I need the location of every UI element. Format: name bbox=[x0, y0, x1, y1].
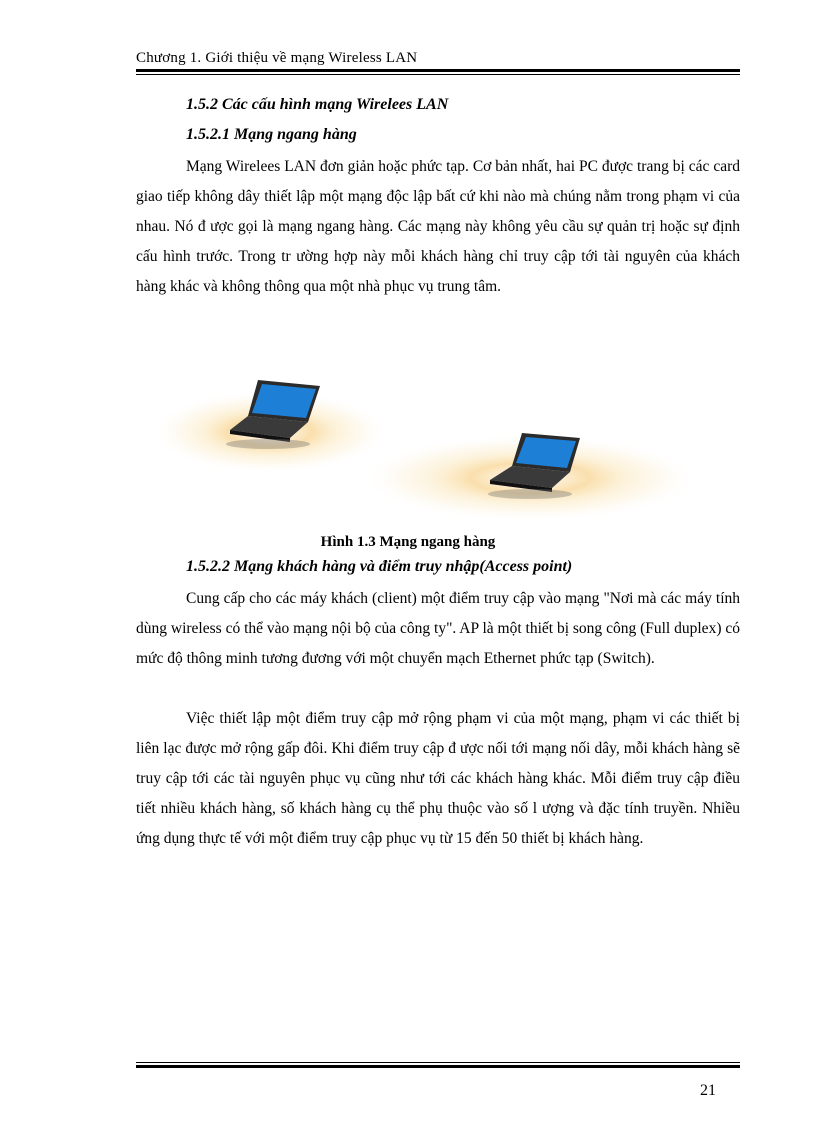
paragraph-ad-hoc-text: Mạng Wirelees LAN đơn giản hoặc phức tạp. Cơ bản nhất, hai PC được trang bị các card giao tiếp không dây thiết lập một mạng độc lập bất cứ khi nào mà chúng nằm trong phạm vi của nhau. Nó đ ược gọi là mạng ngang hàng. Các mạng này không yêu cầu sự quản trị hoặc sự định cấu hình trước. Trong tr ường hợp này mỗi khách hàng chỉ truy cập tới tài nguyên của khách hàng khác và không thông qua một nhà phục vụ trung tâm. bbox=[136, 158, 740, 295]
header-rule-thick bbox=[136, 69, 740, 72]
paragraph-range-text: Việc thiết lập một điểm truy cập mở rộng phạm vi của một mạng, phạm vi các thiết bị liên lạc được mở rộng gấp đôi. Khi điểm truy cập đ ược nối tới mạng nối dây, mỗi khách hàng sẽ truy cập tới các tài nguyên phục vụ cũng như tới các khách hàng khác. Mỗi điểm truy cập điều tiết nhiều khách hàng, số khách hàng cụ thể phụ thuộc vào số l ượng và đặc tính truyền. Nhiều ứng dụng thực tế với một điểm truy cập phục vụ từ 15 đến 50 thiết bị khách hàng. bbox=[136, 710, 740, 847]
footer-rule-thin bbox=[136, 1062, 740, 1063]
paragraph-access-point-text: Cung cấp cho các máy khách (client) một điểm truy cập vào mạng "Nơi mà các máy tính dùng wireless có thể vào mạng nội bộ của công ty". AP là một thiết bị song công (Full duplex) có mức độ thông minh tương đương với một chuyển mạch Ethernet phức tạp (Switch). bbox=[136, 590, 740, 667]
section-heading-1-5-2: 1.5.2 Các cấu hình mạng Wirelees LAN bbox=[186, 96, 449, 113]
header-rule-thin bbox=[136, 74, 740, 75]
paragraph-ad-hoc bbox=[136, 152, 740, 302]
footer-rule-thick bbox=[136, 1065, 740, 1068]
figure-caption: Hình 1.3 Mạng ngang hàng bbox=[320, 534, 496, 550]
section-heading-1-5-2-1: 1.5.2.1 Mạng ngang hàng bbox=[186, 126, 357, 143]
page-number: 21 bbox=[700, 1082, 716, 1099]
section-heading-1-5-2-2: 1.5.2.2 Mạng khách hàng và điểm truy nhập(Access point) bbox=[186, 558, 573, 575]
chapter-header: Chương 1. Giới thiệu về mạng Wireless LAN bbox=[136, 50, 418, 66]
peer-to-peer-figure bbox=[160, 360, 720, 525]
paragraph-range bbox=[136, 704, 740, 854]
paragraph-access-point bbox=[136, 584, 740, 674]
